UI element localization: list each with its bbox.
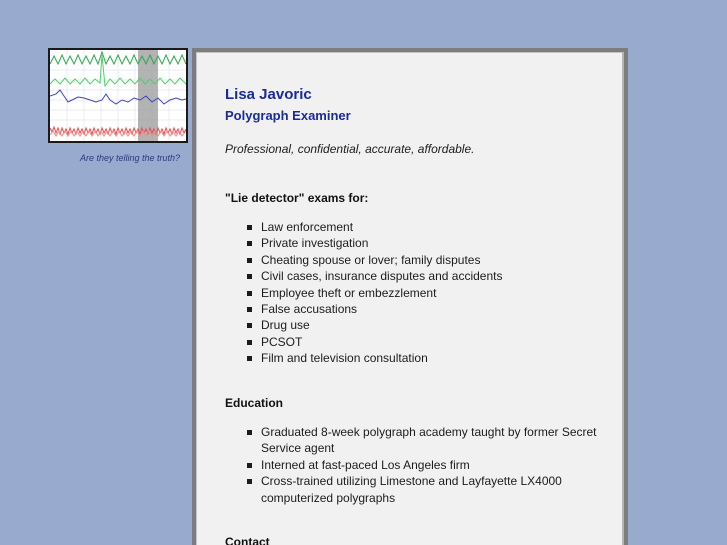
education-list: [225, 424, 605, 506]
list-item: Graduated 8-week polygraph academy taught by former Secret Service agent: [225, 424, 605, 457]
list-item: Interned at fast-paced Los Angeles firm: [225, 457, 605, 473]
education-heading: Education: [225, 396, 284, 410]
examiner-name: Lisa Javoric: [225, 86, 312, 103]
polygraph-chart-graphic: [50, 50, 186, 141]
exams-list: [225, 219, 605, 367]
contact-heading: Contact: [225, 535, 270, 545]
list-item: Civil cases, insurance disputes and accidents: [225, 268, 605, 284]
list-item: Cross-trained utilizing Limestone and Layfayette LX4000 computerized polygraphs: [225, 473, 605, 506]
examiner-title: Polygraph Examiner: [225, 108, 351, 123]
sidebar: [48, 48, 188, 163]
list-item: Private investigation: [225, 235, 605, 251]
main-panel-inner: [196, 52, 624, 545]
list-item: PCSOT: [225, 334, 605, 350]
list-item: Film and television consultation: [225, 350, 605, 366]
list-item: Employee theft or embezzlement: [225, 285, 605, 301]
list-item: False accusations: [225, 301, 605, 317]
list-item: Law enforcement: [225, 219, 605, 235]
list-item: Cheating spouse or lover; family disputes: [225, 252, 605, 268]
polygraph-chart-image: [48, 48, 188, 143]
list-item: Drug use: [225, 317, 605, 333]
exams-heading: "Lie detector" exams for:: [225, 191, 369, 205]
tagline: Professional, confidential, accurate, affordable.: [225, 142, 475, 156]
image-caption: Are they telling the truth?: [79, 153, 180, 163]
main-panel: [192, 48, 628, 545]
